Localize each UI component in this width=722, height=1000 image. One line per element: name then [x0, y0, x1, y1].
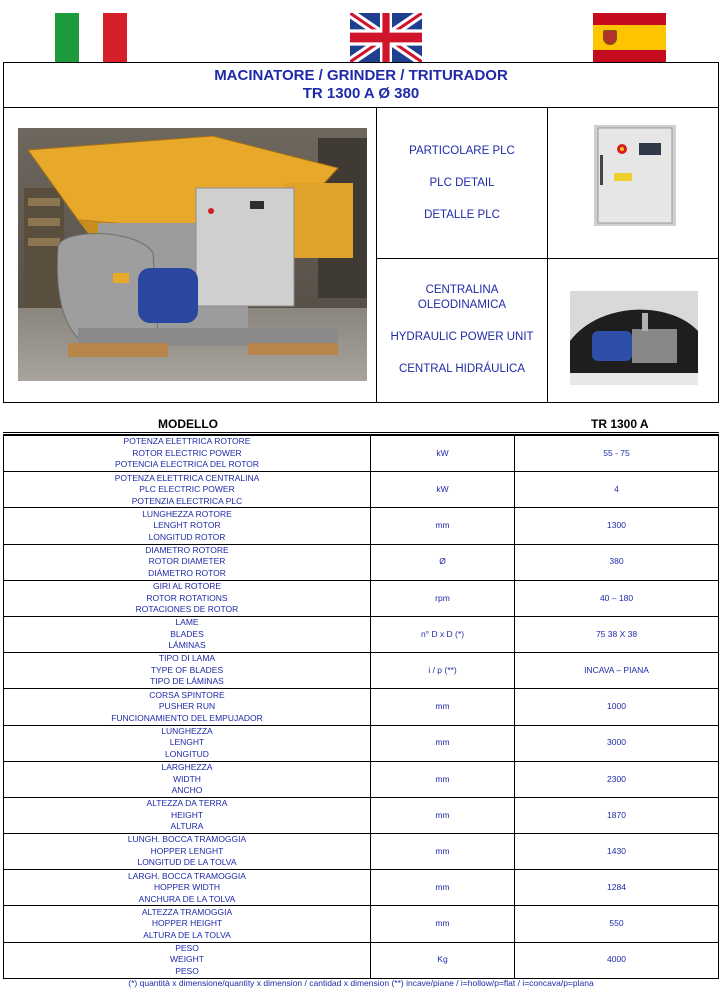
- spec-label-es: PESO: [175, 965, 199, 976]
- flag-band-yellow: [593, 25, 666, 50]
- spec-label-es: TIPO DE LÁMINAS: [150, 676, 224, 687]
- spec-row: [4, 580, 719, 616]
- spec-label-cell: [4, 761, 371, 797]
- spec-label-cell: [4, 544, 371, 580]
- document-title: [3, 62, 719, 108]
- flag-band-white: [79, 13, 103, 62]
- spec-label-it: ALTEZZA TRAMOGGIA: [141, 906, 233, 917]
- spec-label-es: ANCHO: [171, 785, 203, 796]
- spec-label-es: POTENZIA ELECTRICA PLC: [131, 495, 243, 506]
- spec-value: 1430: [515, 834, 719, 870]
- spec-label-en: ROTOR ROTATIONS: [146, 592, 228, 603]
- italy-flag: [55, 13, 127, 62]
- flag-band-red-top: [593, 13, 666, 25]
- spec-row: [4, 870, 719, 906]
- spec-value: 380: [515, 544, 719, 580]
- spec-label-es: DIÁMETRO ROTOR: [148, 567, 226, 578]
- spec-label-it: LUNGH. BOCCA TRAMOGGIA: [127, 834, 247, 845]
- spec-unit: Ø: [371, 544, 515, 580]
- spec-value: 4000: [515, 942, 719, 978]
- spec-row: [4, 508, 719, 544]
- spec-unit: mm: [371, 797, 515, 833]
- spec-label-es: LONGITUD ROTOR: [148, 531, 226, 542]
- spec-value: 1300: [515, 508, 719, 544]
- plc-caption-en: PLC DETAIL: [429, 177, 495, 189]
- spec-value: 3000: [515, 725, 719, 761]
- spec-value: 1284: [515, 870, 719, 906]
- plc-panel-photo: [594, 125, 676, 226]
- spec-label-it: POTENZA ELETTRICA CENTRALINA: [114, 472, 260, 483]
- title-line-1: MACINATORE / GRINDER / TRITURADOR: [214, 67, 508, 84]
- spec-row: [4, 653, 719, 689]
- spec-value: 55 - 75: [515, 436, 719, 472]
- spec-label-es: POTENCIA ELECTRICA DEL ROTOR: [114, 459, 260, 470]
- spec-unit: n° D x D (*): [371, 616, 515, 652]
- spec-unit: mm: [371, 508, 515, 544]
- spec-label-cell: [4, 616, 371, 652]
- model-header-row: [3, 417, 719, 433]
- spec-row: [4, 544, 719, 580]
- spec-row: [4, 436, 719, 472]
- spec-label-cell: [4, 580, 371, 616]
- spec-label-cell: [4, 472, 371, 508]
- spec-label-es: LÁMINAS: [168, 640, 206, 651]
- spec-unit: mm: [371, 906, 515, 942]
- spec-row: [4, 797, 719, 833]
- title-line-2: TR 1300 A Ø 380: [302, 85, 420, 102]
- spec-row: [4, 472, 719, 508]
- hydraulic-caption-en: HYDRAULIC POWER UNIT: [390, 331, 534, 343]
- spec-label-cell: [4, 942, 371, 978]
- spec-label-en: HOPPER WIDTH: [153, 882, 221, 893]
- spec-label-cell: [4, 508, 371, 544]
- hydraulic-unit-photo: [570, 291, 698, 385]
- spec-row: [4, 834, 719, 870]
- spec-value: 4: [515, 472, 719, 508]
- spec-value: INCAVA – PIANA: [515, 653, 719, 689]
- spec-unit: mm: [371, 834, 515, 870]
- hydraulic-caption-it-line1: CENTRALINA: [425, 284, 499, 296]
- spec-unit: mm: [371, 689, 515, 725]
- spec-value: 1000: [515, 689, 719, 725]
- spec-label-cell: [4, 436, 371, 472]
- spec-label-it: LUNGHEZZA ROTORE: [142, 508, 232, 519]
- spec-unit: mm: [371, 761, 515, 797]
- spec-row: [4, 906, 719, 942]
- spec-label-es: ALTURA: [170, 821, 204, 832]
- hydraulic-unit-caption-cell: [377, 259, 548, 402]
- coat-of-arms-icon: [603, 30, 617, 45]
- spec-label-en: ROTOR DIAMETER: [148, 556, 226, 567]
- spec-unit: kW: [371, 436, 515, 472]
- spec-label-it: LARGH. BOCCA TRAMOGGIA: [128, 870, 246, 881]
- spec-label-cell: [4, 725, 371, 761]
- hydraulic-caption-es: CENTRAL HIDRÁULICA: [398, 363, 526, 375]
- main-photo-cell: [4, 108, 377, 402]
- flag-band-red-bottom: [593, 50, 666, 62]
- flag-band-red: [103, 13, 127, 62]
- spec-label-cell: [4, 797, 371, 833]
- spec-label-cell: [4, 689, 371, 725]
- spec-label-en: WIDTH: [173, 773, 201, 784]
- uk-flag: [350, 13, 422, 62]
- spec-row: [4, 725, 719, 761]
- spec-row: [4, 942, 719, 978]
- spec-label-en: LENGHT ROTOR: [153, 520, 221, 531]
- spec-value: 550: [515, 906, 719, 942]
- spec-value: 2300: [515, 761, 719, 797]
- plc-caption-it: PARTICOLARE PLC: [409, 145, 515, 157]
- spec-label-en: LENGHT: [169, 737, 205, 748]
- spec-label-cell: [4, 834, 371, 870]
- spec-unit: Kg: [371, 942, 515, 978]
- photo-gallery: [3, 108, 719, 403]
- hydraulic-caption-it-line2: OLEODINAMICA: [417, 299, 507, 311]
- spec-unit: i / p (**): [371, 653, 515, 689]
- spain-flag: [593, 13, 666, 62]
- model-value: TR 1300 A: [591, 417, 649, 431]
- plc-caption-es: DETALLE PLC: [424, 209, 500, 221]
- spec-unit: kW: [371, 472, 515, 508]
- spec-label-en: HOPPER HEIGHT: [151, 918, 223, 929]
- spec-label-it: TIPO DI LAMA: [158, 653, 216, 664]
- spec-unit: mm: [371, 725, 515, 761]
- spec-label-it: LAME: [175, 617, 199, 628]
- flag-band-green: [55, 13, 79, 62]
- spec-label-en: PLC ELECTRIC POWER: [139, 484, 235, 495]
- spec-label-it: POTENZA ELETTRICA ROTORE: [123, 436, 251, 447]
- hydraulic-unit-photo-cell: [548, 259, 718, 402]
- spec-label-cell: [4, 870, 371, 906]
- spec-label-cell: [4, 906, 371, 942]
- spec-label-it: PESO: [175, 942, 199, 953]
- spec-label-it: DIAMETRO ROTORE: [145, 544, 229, 555]
- spec-unit: mm: [371, 870, 515, 906]
- spec-label-cell: [4, 653, 371, 689]
- spec-value: 40 – 180: [515, 580, 719, 616]
- spec-label-es: ROTACIONES DE ROTOR: [135, 604, 239, 615]
- footnote: (*) quantità x dimensione/quantity x dimension / cantidad x dimension (**) incave/piane / i=hollow/p=flat / i=concava/p=plana: [128, 978, 594, 988]
- spec-row: [4, 689, 719, 725]
- spec-label-en: ROTOR ELECTRIC POWER: [132, 447, 242, 458]
- spec-value: 75 38 X 38: [515, 616, 719, 652]
- specifications-table: [3, 435, 719, 979]
- spec-label-es: ALTURA DE LA TOLVA: [143, 929, 231, 940]
- spec-label-en: HOPPER LENGHT: [150, 845, 224, 856]
- spec-label-es: LONGITUD: [165, 748, 209, 759]
- spec-label-en: BLADES: [170, 628, 204, 639]
- spec-value: 1870: [515, 797, 719, 833]
- spec-label-es: ANCHURA DE LA TOLVA: [138, 893, 236, 904]
- spec-label-es: FUNCIONAMIENTO DEL EMPUJADOR: [111, 712, 263, 723]
- plc-detail-photo-cell: [548, 108, 718, 259]
- spec-label-en: TYPE OF BLADES: [150, 664, 224, 675]
- spec-label-it: LARGHEZZA: [161, 762, 213, 773]
- spec-label-it: LUNGHEZZA: [161, 725, 213, 736]
- model-label: MODELLO: [158, 417, 218, 431]
- spec-label-it: ALTEZZA DA TERRA: [146, 798, 228, 809]
- grinder-machine-photo: [18, 128, 367, 381]
- spec-label-it: CORSA SPINTORE: [149, 689, 225, 700]
- spec-label-es: LONGITUD DE LA TOLVA: [137, 857, 237, 868]
- spec-label-en: WEIGHT: [170, 954, 204, 965]
- spec-row: [4, 761, 719, 797]
- spec-unit: rpm: [371, 580, 515, 616]
- spec-row: [4, 616, 719, 652]
- spec-label-en: PUSHER RUN: [158, 701, 216, 712]
- plc-detail-caption-cell: [377, 108, 548, 259]
- spec-label-en: HEIGHT: [170, 809, 204, 820]
- spec-label-it: GIRI AL ROTORE: [152, 581, 222, 592]
